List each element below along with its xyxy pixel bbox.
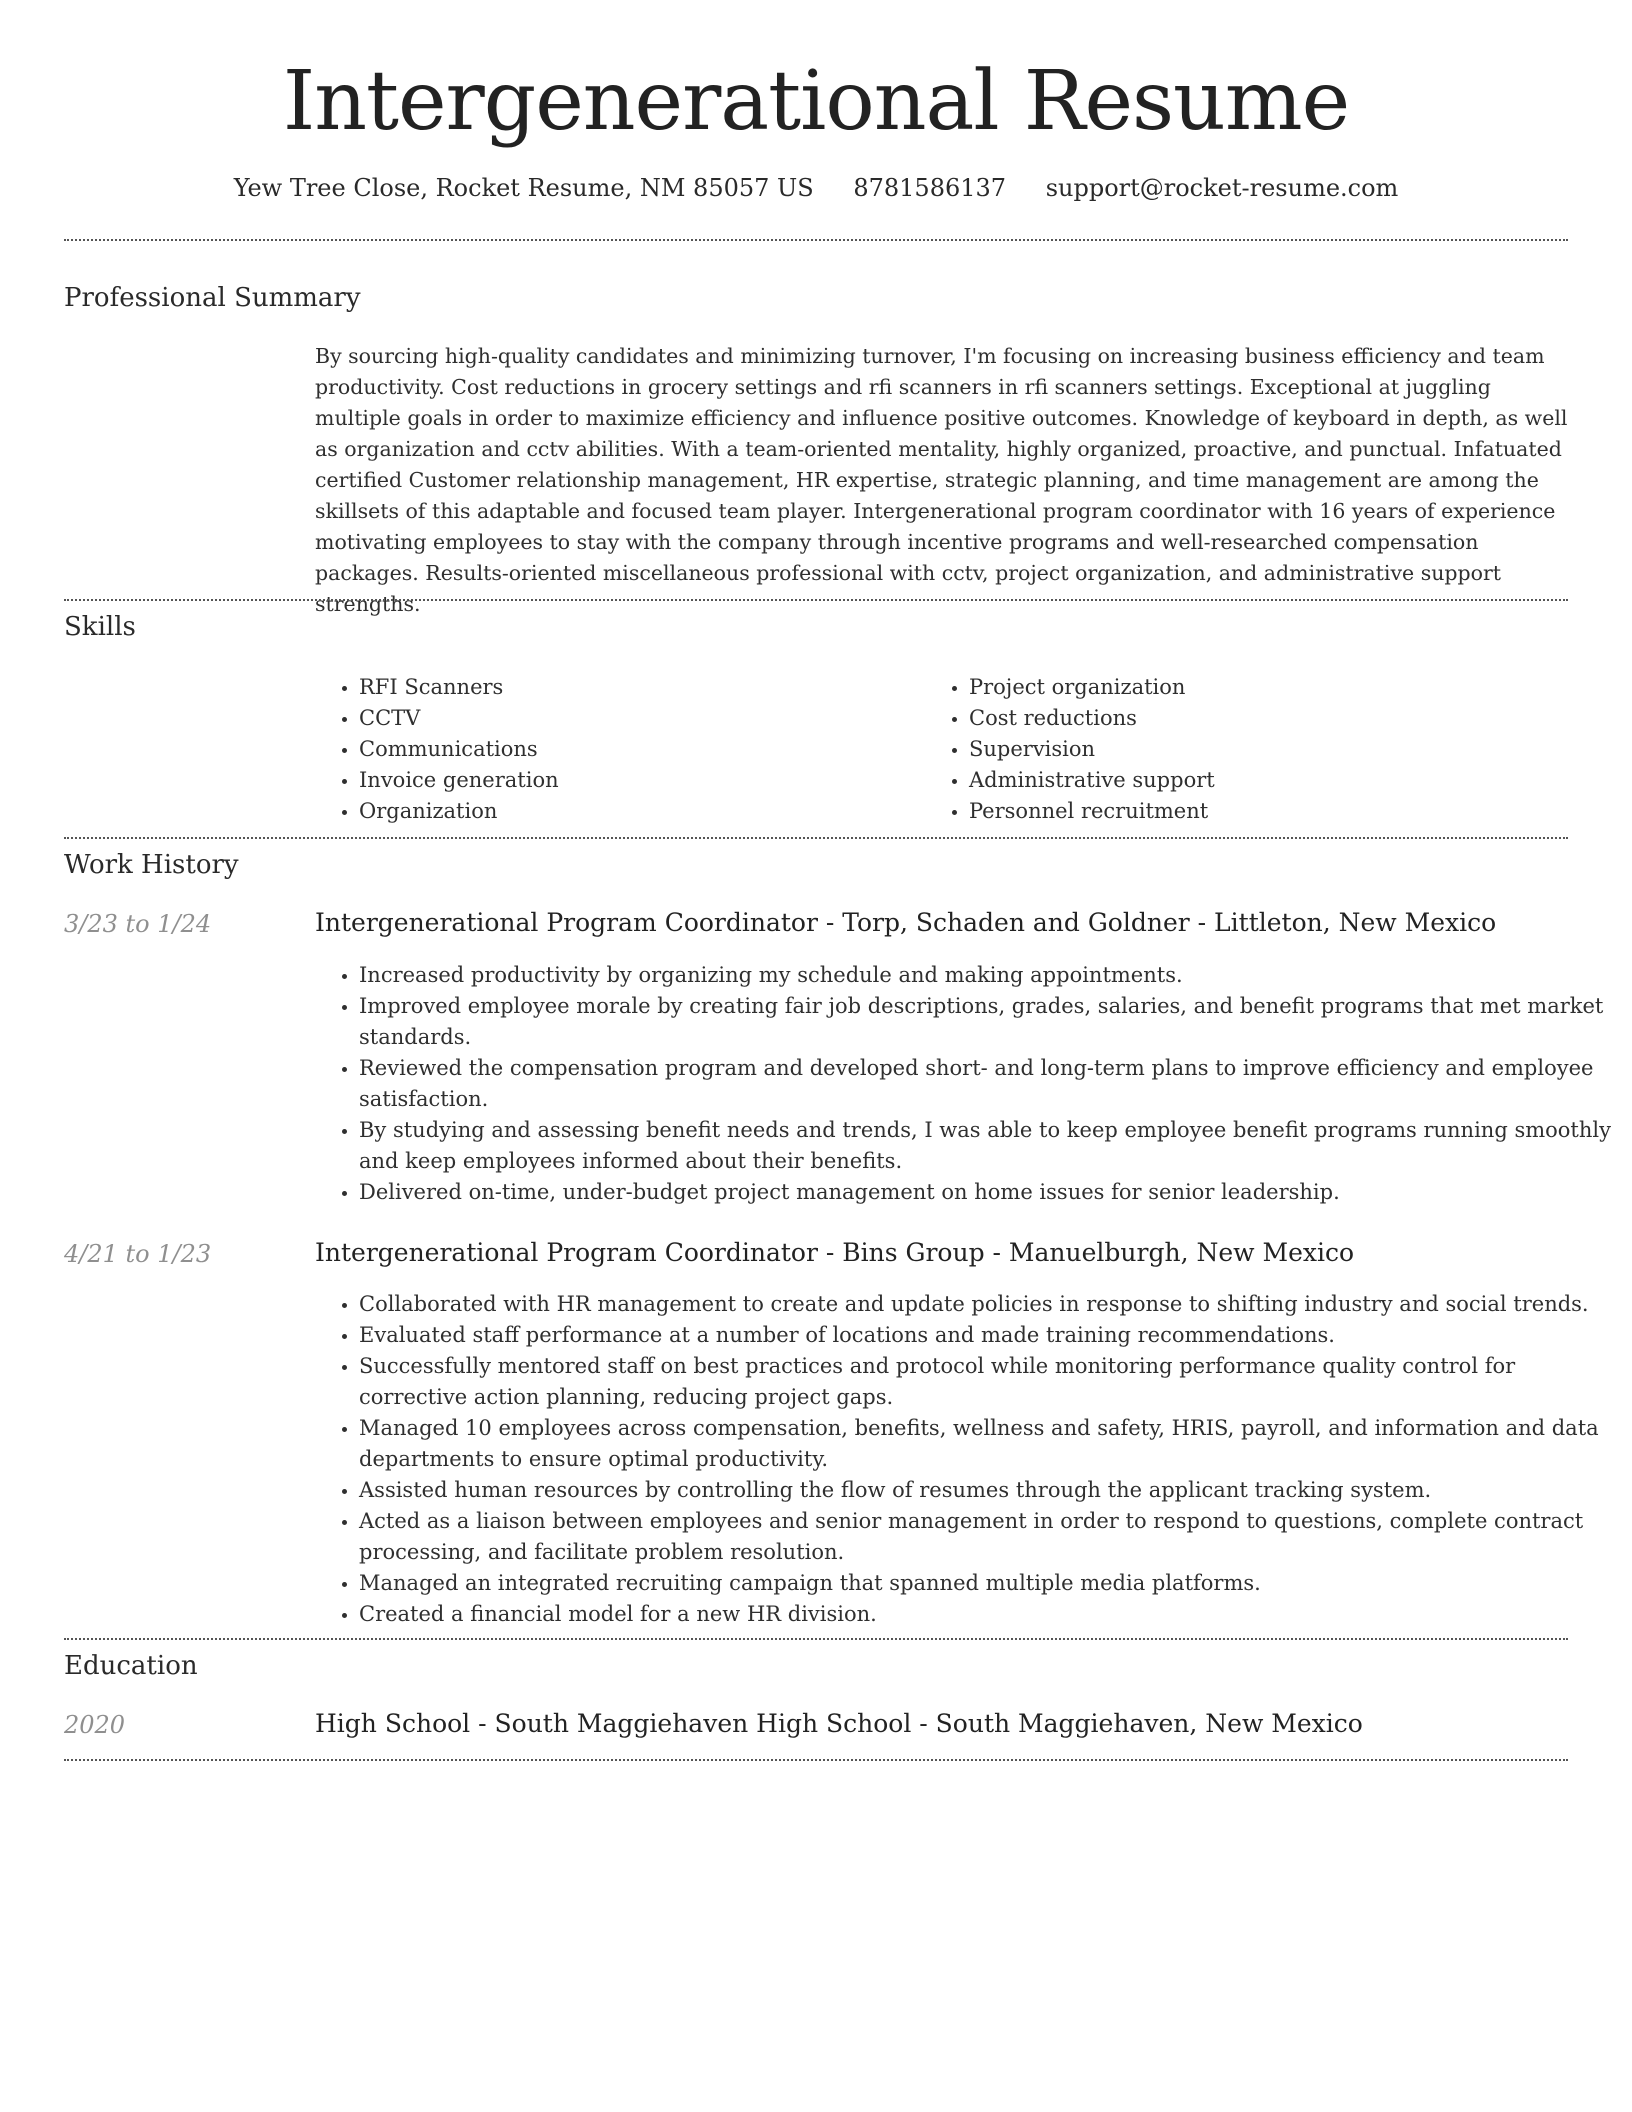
skill-item: • RFI Scanners [359, 672, 919, 703]
education-year: 2020 [64, 1711, 126, 1739]
summary-text: By sourcing high-quality candidates and minimizing turnover, I'm focusing on increasing business efficiency and team productivity. Cost reductions in grocery settings and rfi scanners in rfi scanners settings. Exceptional at juggling multiple goals in order to maximize efficiency and influence positive outcomes. Knowledge of keyboard in depth, as well as organization and cctv abilities. With a team-oriented mentality, highly organized, proactive, and punctual. Infatuated certified Customer relationship management, HR expertise, strategic planning, and time management are among the skillsets of this adaptable and focused team player. Intergenerational program coordinator with 16 years of experience motivating employees to stay with the company through incentive programs and well-researched compensation packages. Results-oriented miscellaneous professional with cctv, project organization, and administrative support strengths. [315, 344, 1568, 616]
job-bullet: • By studying and assessing benefit needs and trends, I was able to keep employee benefit programs running smoothly and keep employees informed about their benefits. [359, 1115, 1612, 1177]
skill-item: • Supervision [969, 734, 1569, 765]
job-dates: 4/21 to 1/23 [64, 1240, 212, 1268]
job-dates: 3/23 to 1/24 [64, 910, 212, 938]
skill-item: • Organization [359, 796, 919, 827]
job-bullet: • Increased productivity by organizing my schedule and making appointments. [359, 960, 1612, 991]
section-heading-work: Work History [64, 850, 239, 880]
skill-item: • Administrative support [969, 765, 1569, 796]
divider-skills [64, 837, 1568, 839]
job-bullet: • Managed 10 employees across compensation, benefits, wellness and safety, HRIS, payroll, and information and data departments to ensure optimal productivity. [359, 1413, 1612, 1475]
job-bullets [315, 1289, 1612, 1630]
skill-item: • Personnel recruitment [969, 796, 1569, 827]
contact-phone: 8781586137 [853, 174, 1007, 202]
contact-line [0, 170, 1632, 206]
resume-title: Intergenerational Resume [282, 54, 1350, 149]
job-bullet: • Managed an integrated recruiting campaign that spanned multiple media platforms. [359, 1568, 1612, 1599]
skill-item: • Communications [359, 734, 919, 765]
skill-item: • Invoice generation [359, 765, 919, 796]
job-bullet: • Acted as a liaison between employees and senior management in order to respond to questions, complete contract processing, and facilitate problem resolution. [359, 1506, 1612, 1568]
job-title: Intergenerational Program Coordinator - Torp, Schaden and Goldner - Littleton, New Mexico [315, 908, 1497, 937]
skills-list-left [315, 672, 919, 827]
section-heading-summary: Professional Summary [64, 283, 361, 313]
skill-item: • Project organization [969, 672, 1569, 703]
job-bullet: • Improved employee morale by creating fair job descriptions, grades, salaries, and benefit programs that met market standards. [359, 991, 1612, 1053]
contact-address: Yew Tree Close, Rocket Resume, NM 85057 US [233, 174, 814, 202]
skill-item: • CCTV [359, 703, 919, 734]
skills-list-right [925, 672, 1569, 827]
job-bullets [315, 960, 1612, 1208]
section-heading-skills: Skills [64, 612, 136, 642]
job-bullet: • Successfully mentored staff on best practices and protocol while monitoring performance quality control for corrective action planning, reducing project gaps. [359, 1351, 1612, 1413]
divider-header [64, 239, 1568, 241]
job-title: Intergenerational Program Coordinator - Bins Group - Manuelburgh, New Mexico [315, 1238, 1355, 1267]
job-bullet: • Assisted human resources by controlling the flow of resumes through the applicant tracking system. [359, 1475, 1612, 1506]
job-bullet: • Created a financial model for a new HR division. [359, 1599, 1612, 1630]
divider-work [64, 1638, 1568, 1640]
job-bullet: • Delivered on-time, under-budget project management on home issues for senior leadership. [359, 1177, 1612, 1208]
contact-email: support@rocket-resume.com [1045, 174, 1399, 202]
section-heading-education: Education [64, 1651, 198, 1681]
job-bullet: • Collaborated with HR management to create and update policies in response to shifting industry and social trends. [359, 1289, 1612, 1320]
divider-summary [64, 599, 1568, 601]
divider-education [64, 1759, 1568, 1761]
job-bullet: • Evaluated staff performance at a number of locations and made training recommendations. [359, 1320, 1612, 1351]
education-title: High School - South Maggiehaven High School - South Maggiehaven, New Mexico [315, 1709, 1363, 1738]
skill-item: • Cost reductions [969, 703, 1569, 734]
job-bullet: • Reviewed the compensation program and developed short- and long-term plans to improve efficiency and employee satisfaction. [359, 1053, 1612, 1115]
